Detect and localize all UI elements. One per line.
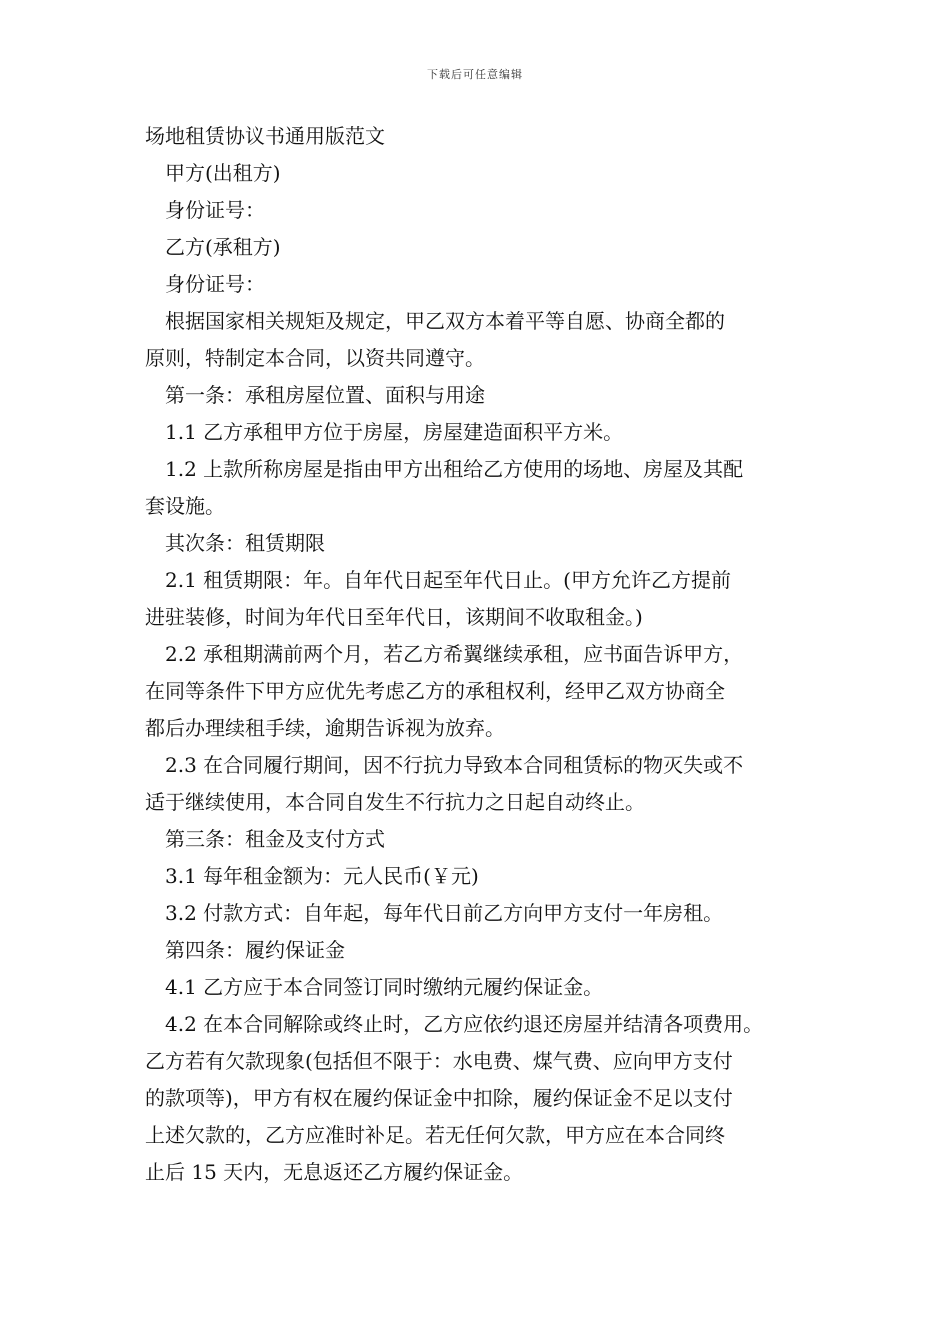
document-line: 适于继续使用，本合同自发生不行抗力之日起自动终止。 bbox=[145, 790, 645, 814]
document-line: 其次条：租赁期限 bbox=[165, 531, 325, 555]
document-line: 2.2 承租期满前两个月，若乙方希翼继续承租，应书面告诉甲方， bbox=[165, 642, 744, 666]
document-line: 3.2 付款方式：自年起，每年代日前乙方向甲方支付一年房租。 bbox=[165, 901, 724, 925]
document-line: 身份证号： bbox=[165, 272, 265, 296]
document-line: 第四条：履约保证金 bbox=[165, 938, 345, 962]
document-line: 2.1 租赁期限：年。自年代日起至年代日止。(甲方允许乙方提前 bbox=[165, 568, 731, 592]
document-line: 4.2 在本合同解除或终止时，乙方应依约退还房屋并结清各项费用。 bbox=[165, 1012, 764, 1036]
document-line: 都后办理续租手续，逾期告诉视为放弃。 bbox=[145, 716, 505, 740]
document-line: 第一条：承租房屋位置、面积与用途 bbox=[165, 383, 485, 407]
document-line: 第三条：租金及支付方式 bbox=[165, 827, 385, 851]
document-line: 止后 15 天内，无息返还乙方履约保证金。 bbox=[145, 1160, 524, 1184]
document-line: 甲方(出租方) bbox=[165, 161, 281, 185]
document-line: 进驻装修，时间为年代日至年代日，该期间不收取租金。) bbox=[145, 605, 643, 629]
document-title: 场地租赁协议书通用版范文 bbox=[145, 124, 385, 148]
document-line: 身份证号： bbox=[165, 198, 265, 222]
document-line: 乙方(承租方) bbox=[165, 235, 281, 259]
page-header: 下载后可任意编辑 bbox=[427, 68, 523, 81]
document-line: 根据国家相关规矩及规定，甲乙双方本着平等自愿、协商全都的 bbox=[165, 309, 725, 333]
document-line: 2.3 在合同履行期间，因不行抗力导致本合同租赁标的物灭失或不 bbox=[165, 753, 744, 777]
document-body bbox=[145, 118, 810, 1191]
document-line: 上述欠款的，乙方应准时补足。若无任何欠款，甲方应在本合同终 bbox=[145, 1123, 725, 1147]
document-line: 在同等条件下甲方应优先考虑乙方的承租权利，经甲乙双方协商全 bbox=[145, 679, 725, 703]
document-line: 1.1 乙方承租甲方位于房屋，房屋建造面积平方米。 bbox=[165, 420, 624, 444]
document-line: 原则，特制定本合同，以资共同遵守。 bbox=[145, 346, 485, 370]
document-line: 1.2 上款所称房屋是指由甲方出租给乙方使用的场地、房屋及其配 bbox=[165, 457, 744, 481]
document-line: 的款项等)，甲方有权在履约保证金中扣除，履约保证金不足以支付 bbox=[145, 1086, 733, 1110]
document-line: 4.1 乙方应于本合同签订同时缴纳元履约保证金。 bbox=[165, 975, 604, 999]
document-line: 套设施。 bbox=[145, 494, 225, 518]
document-line: 乙方若有欠款现象(包括但不限于：水电费、煤气费、应向甲方支付 bbox=[145, 1049, 733, 1073]
document-line: 3.1 每年租金额为：元人民币(￥元) bbox=[165, 864, 479, 888]
